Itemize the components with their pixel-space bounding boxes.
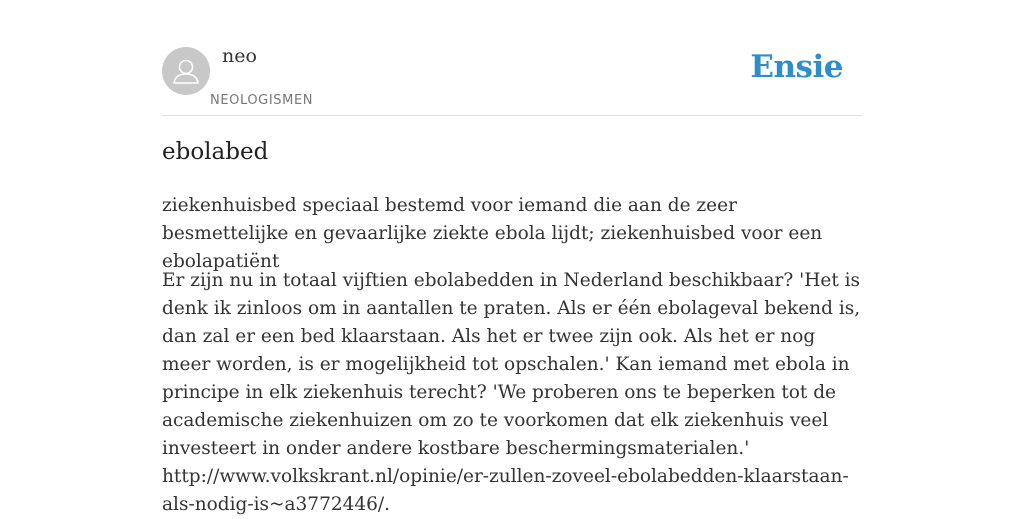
user-silhouette-icon [162, 47, 210, 95]
entry-example: Er zijn nu in totaal vijftien ebolabedden in Nederland beschikbaar? 'Het is denk ik zinloos om in aantallen te praten. Als er één ebolageval bekend is, dan zal er een bed klaarstaan. Als het er twee zijn ook. Als het er nog meer worden, is er mogelijkheid tot opschalen.' Kan iemand met ebola in principe in elk ziekenhuis terecht? 'We proberen ons te beperken tot de academische ziekenhuizen om zo te voorkomen dat elk ziekenhuis veel investeert in onder andere kostbare beschermingsmaterialen.' http://www.volkskrant.nl/opinie/er-zullen-zoveel-ebolabedden-klaarstaan-als-nodig-is~a3772446/. [162, 270, 861, 515]
entry-page [162, 0, 862, 515]
book-name[interactable]: NEOLOGISMEN [210, 93, 314, 108]
entry-definition: ziekenhuisbed speciaal bestemd voor iemand die aan de zeer besmettelijke en gevaarlijke ziekte ebola lijdt; ziekenhuisbed voor een ebolapatiënt [162, 195, 823, 272]
entry-term: ebolabed [162, 139, 269, 165]
avatar[interactable] [162, 47, 210, 95]
entry-header [162, 0, 862, 116]
brand-logo[interactable]: Ensie [750, 49, 843, 85]
author-name[interactable]: neo [222, 45, 257, 67]
